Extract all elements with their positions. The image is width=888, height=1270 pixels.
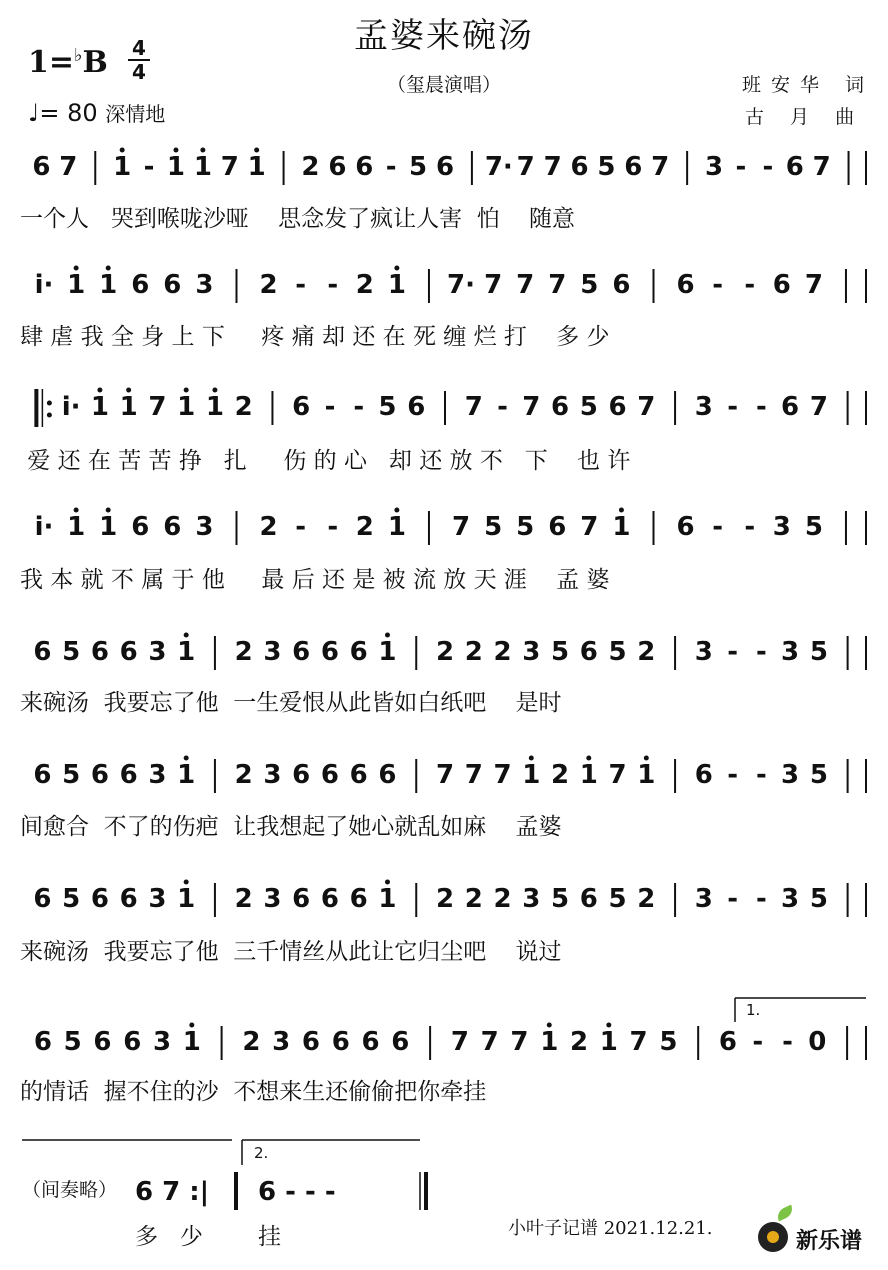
note: 7 <box>480 1027 499 1057</box>
lyric-row-8: 的情话 握不住的沙 不想来生还偷偷把你牵挂 <box>20 1079 487 1105</box>
tempo-value: = 80 <box>39 99 98 127</box>
note: 3 <box>148 884 167 914</box>
high-octave-dot <box>644 756 649 761</box>
note: 7 <box>651 152 670 182</box>
note: 3 <box>152 1027 172 1057</box>
dash-mark: - <box>327 270 339 300</box>
high-octave-dot <box>106 266 111 271</box>
note: 7 <box>435 760 455 790</box>
note: 6 <box>292 760 311 790</box>
note: 7 <box>522 392 541 422</box>
note: 6 <box>90 760 109 790</box>
dash-mark: - <box>143 152 155 182</box>
note: 2 <box>234 884 253 914</box>
note: 3 <box>694 637 713 667</box>
note: 6 <box>785 152 804 182</box>
key-prefix: 1= <box>28 45 75 80</box>
note: 1 <box>247 152 266 182</box>
high-octave-dot <box>189 1023 194 1028</box>
high-octave-dot <box>184 388 189 393</box>
note: 0 <box>808 1027 827 1057</box>
note: 6 <box>378 760 397 790</box>
note: i· <box>61 392 81 422</box>
note: 6 <box>292 637 311 667</box>
note: 2 <box>637 637 656 667</box>
lyric-row-7: 来碗汤 我要忘了他 三千情丝从此让它归尘吧 说过 <box>20 939 562 965</box>
note: 2 <box>435 637 455 667</box>
high-octave-dot <box>74 266 79 271</box>
dash-mark: - <box>327 512 339 542</box>
dash-mark: - <box>744 270 756 300</box>
note: 1 <box>182 1027 201 1057</box>
note: 5 <box>550 637 570 667</box>
note: 7 <box>510 1027 529 1057</box>
dash-mark: - <box>755 392 767 422</box>
dash-mark: - <box>755 760 767 790</box>
high-octave-dot <box>200 148 205 153</box>
high-octave-dot <box>120 148 125 153</box>
note: 1 <box>540 1027 559 1057</box>
note: 6 <box>119 637 138 667</box>
note: i· <box>34 270 54 300</box>
dash-mark: - <box>324 392 336 422</box>
note: 5 <box>659 1027 678 1057</box>
note: 3 <box>694 884 713 914</box>
note: 1 <box>387 512 406 542</box>
dash-mark: - <box>735 152 747 182</box>
note: 6 <box>320 884 340 914</box>
composer-credit: 古 月 曲 <box>745 106 865 128</box>
high-octave-dot <box>126 388 131 393</box>
note: 5 <box>62 637 81 667</box>
ending-lyric-b: 挂 <box>258 1224 281 1250</box>
brand-logo-icon <box>758 1222 788 1252</box>
note: 6 <box>33 1027 52 1057</box>
note: 6 <box>391 1027 410 1057</box>
dash-mark: - <box>497 392 508 422</box>
note: 1 <box>99 270 118 300</box>
note: 6 <box>33 637 52 667</box>
note: 6 <box>781 392 800 422</box>
note: 1 <box>119 392 138 422</box>
ending-notes-b: 6 - - - <box>258 1177 336 1207</box>
note: 1 <box>67 512 86 542</box>
note: 3 <box>195 512 214 542</box>
note: 3 <box>148 760 167 790</box>
lyric-row-4: 我 本 就 不 属 于 他 最 后 还 是 被 流 放 天 涯 孟 婆 <box>20 567 610 593</box>
note: 2 <box>355 270 374 300</box>
high-octave-dot <box>184 756 189 761</box>
note: 2 <box>234 760 253 790</box>
note: 3 <box>272 1027 291 1057</box>
lyricist-credit: 班安华 词 <box>742 74 875 96</box>
note: 2 <box>301 152 320 182</box>
note: 1 <box>522 760 541 790</box>
high-octave-dot <box>619 508 624 513</box>
note: 1 <box>99 512 118 542</box>
note: 5 <box>608 884 627 914</box>
ending-notes-a: 6 7 :| <box>135 1177 210 1207</box>
mood-text: 深情地 <box>105 102 166 126</box>
note: 7 <box>809 392 828 422</box>
note: 6 <box>612 270 631 300</box>
note: 6 <box>548 512 567 542</box>
note: 6 <box>550 392 570 422</box>
note: 6 <box>772 270 791 300</box>
dash-mark: - <box>295 512 307 542</box>
note: 5 <box>62 884 81 914</box>
note: 5 <box>809 637 828 667</box>
note: 5 <box>804 512 823 542</box>
high-octave-dot <box>184 880 189 885</box>
note: 5 <box>809 884 828 914</box>
note: 7 <box>484 270 503 300</box>
note: 7 <box>464 760 483 790</box>
note: 7 <box>548 270 567 300</box>
note: 3 <box>781 760 800 790</box>
note: 7 <box>812 152 831 182</box>
note: 2 <box>435 884 455 914</box>
dash-mark: - <box>712 270 724 300</box>
note: 2 <box>493 884 512 914</box>
note: 7· <box>447 270 476 300</box>
note: 3 <box>704 152 724 182</box>
note: 6 <box>119 760 138 790</box>
high-octave-dot <box>212 388 217 393</box>
high-octave-dot <box>394 266 399 271</box>
note: 3 <box>522 884 541 914</box>
note: 6 <box>718 1027 738 1057</box>
note: 6 <box>33 760 52 790</box>
note: 3 <box>195 270 214 300</box>
note: 1 <box>378 884 397 914</box>
flat-sign: ♭ <box>74 45 83 66</box>
note: 6 <box>694 760 713 790</box>
note: 6 <box>407 392 426 422</box>
dash-mark: - <box>712 512 724 542</box>
dash-mark: - <box>752 1027 764 1057</box>
note: 1 <box>90 392 109 422</box>
note: 2 <box>464 884 483 914</box>
quarter-note-icon: ♩ <box>28 99 40 127</box>
note: 5 <box>809 760 828 790</box>
note: 6 <box>608 392 627 422</box>
lyric-row-2: 肆 虐 我 全 身 上 下 疼 痛 却 还 在 死 缠 烂 打 多 少 <box>20 324 610 350</box>
note: 6 <box>570 152 589 182</box>
transcriber-credit: 小叶子记谱 2021.12.21. <box>508 1218 713 1239</box>
note: 6 <box>163 512 182 542</box>
note: i· <box>34 512 54 542</box>
note: 6 <box>131 512 150 542</box>
ending-lyric-a: 多 少 <box>135 1224 203 1250</box>
note: 7 <box>804 270 823 300</box>
repeat-dot <box>47 401 52 406</box>
note: 2 <box>234 392 253 422</box>
note: 6 <box>292 392 311 422</box>
note: 6 <box>579 884 598 914</box>
note: 6 <box>163 270 182 300</box>
note: 5 <box>484 512 503 542</box>
key-note: B <box>82 45 108 80</box>
note: 1 <box>177 884 196 914</box>
note: 7 <box>59 152 78 182</box>
dash-mark: - <box>727 392 738 422</box>
dash-mark: - <box>744 512 756 542</box>
dash-mark: - <box>755 637 767 667</box>
note: 6 <box>435 152 455 182</box>
note: 7 <box>464 392 483 422</box>
dash-mark: - <box>727 637 738 667</box>
note: 7 <box>543 152 562 182</box>
note: 6 <box>131 270 150 300</box>
note: 1 <box>637 760 656 790</box>
note: 3 <box>522 637 541 667</box>
dash-mark: - <box>762 152 774 182</box>
note: 5 <box>608 637 627 667</box>
note: 7 <box>450 1027 469 1057</box>
note: 7 <box>148 392 167 422</box>
dash-mark: - <box>295 270 307 300</box>
note: 6 <box>676 270 695 300</box>
time-bottom: 4 <box>132 60 146 84</box>
note: 1 <box>177 637 196 667</box>
singer-credit: （玺晨演唱） <box>386 74 501 96</box>
repeat-dot <box>47 413 52 418</box>
note: 6 <box>355 152 374 182</box>
note: 2 <box>355 512 374 542</box>
note: 3 <box>781 637 800 667</box>
high-octave-dot <box>74 508 79 513</box>
note: 7 <box>220 152 239 182</box>
note: 6 <box>123 1027 142 1057</box>
note: 6 <box>33 884 52 914</box>
note: 7 <box>580 512 599 542</box>
high-octave-dot <box>254 148 259 153</box>
note: 7 <box>637 392 656 422</box>
high-octave-dot <box>606 1023 611 1028</box>
note: 1 <box>612 512 631 542</box>
note: 2 <box>234 637 253 667</box>
note: 1 <box>67 270 86 300</box>
note: 2 <box>569 1027 589 1057</box>
note: 6 <box>349 884 368 914</box>
note: 5 <box>62 760 81 790</box>
dash-mark: - <box>727 760 738 790</box>
note: 7 <box>516 152 535 182</box>
note: 1 <box>193 152 212 182</box>
note: 5 <box>550 884 570 914</box>
dash-mark: - <box>755 884 767 914</box>
note: 2 <box>242 1027 261 1057</box>
note: 6 <box>32 152 51 182</box>
note: 7 <box>493 760 512 790</box>
note: 3 <box>148 637 167 667</box>
note: 3 <box>694 392 713 422</box>
note: 2 <box>550 760 570 790</box>
dash-mark: - <box>782 1027 793 1057</box>
note: 2 <box>493 637 512 667</box>
note: 2 <box>259 512 278 542</box>
note: 5 <box>63 1027 82 1057</box>
high-octave-dot <box>97 388 102 393</box>
note: 3 <box>263 884 282 914</box>
note: 6 <box>579 637 598 667</box>
high-octave-dot <box>173 148 178 153</box>
note: 6 <box>320 637 340 667</box>
high-octave-dot <box>586 756 591 761</box>
note: 6 <box>361 1027 380 1057</box>
high-octave-dot <box>394 508 399 513</box>
note: 6 <box>93 1027 112 1057</box>
volta2-label: 2. <box>254 1144 269 1162</box>
note: 6 <box>624 152 643 182</box>
note: 1 <box>387 270 406 300</box>
note: 6 <box>301 1027 321 1057</box>
note: 1 <box>378 637 397 667</box>
high-octave-dot <box>385 880 390 885</box>
lyric-row-1: 一个人 哭到喉咙沙哑 思念发了疯让人害 怕 随意 <box>20 206 576 232</box>
note: 6 <box>320 760 340 790</box>
brand-name: 新乐谱 <box>796 1229 863 1254</box>
high-octave-dot <box>529 756 534 761</box>
note: 1 <box>177 760 196 790</box>
note: 5 <box>580 270 599 300</box>
high-octave-dot <box>385 633 390 638</box>
note: 6 <box>90 637 109 667</box>
dash-mark: - <box>385 152 397 182</box>
lyric-row-3: 爱 还 在 苦 苦 挣 扎 伤 的 心 却 还 放 不 下 也 许 <box>20 448 631 474</box>
note: 5 <box>579 392 598 422</box>
high-octave-dot <box>106 508 111 513</box>
note: 6 <box>90 884 109 914</box>
lyric-row-6: 间愈合 不了的伤疤 让我想起了她心就乱如麻 孟婆 <box>20 814 562 840</box>
note: 3 <box>781 884 800 914</box>
note: 2 <box>259 270 278 300</box>
note: 6 <box>119 884 138 914</box>
note: 5 <box>409 152 428 182</box>
note: 6 <box>349 760 368 790</box>
volta1-label: 1. <box>746 1001 761 1019</box>
note: 7 <box>451 512 471 542</box>
note: 5 <box>378 392 397 422</box>
note: 6 <box>328 152 347 182</box>
note: 7 <box>608 760 627 790</box>
note: 1 <box>599 1027 618 1057</box>
note: 1 <box>166 152 186 182</box>
note: 2 <box>464 637 483 667</box>
high-octave-dot <box>547 1023 552 1028</box>
lyric-row-5: 来碗汤 我要忘了他 一生爱恨从此皆如白纸吧 是时 <box>20 690 562 716</box>
note: 5 <box>516 512 535 542</box>
note: 7· <box>484 152 513 182</box>
high-octave-dot <box>184 633 189 638</box>
note: 7 <box>516 270 535 300</box>
interlude-label: （间奏略） <box>22 1179 118 1201</box>
dash-mark: - <box>727 884 738 914</box>
note: 1 <box>579 760 598 790</box>
note: 1 <box>205 392 224 422</box>
note: 1 <box>177 392 196 422</box>
note: 6 <box>349 637 368 667</box>
song-title: 孟婆来碗汤 <box>354 16 534 56</box>
time-top: 4 <box>132 36 146 60</box>
note: 3 <box>263 760 282 790</box>
note: 3 <box>772 512 791 542</box>
note: 1 <box>113 152 132 182</box>
note: 6 <box>331 1027 350 1057</box>
note: 6 <box>676 512 695 542</box>
note: 5 <box>597 152 616 182</box>
note: 3 <box>263 637 282 667</box>
note: 6 <box>292 884 311 914</box>
note: 2 <box>637 884 656 914</box>
note: 7 <box>629 1027 648 1057</box>
dash-mark: - <box>353 392 365 422</box>
